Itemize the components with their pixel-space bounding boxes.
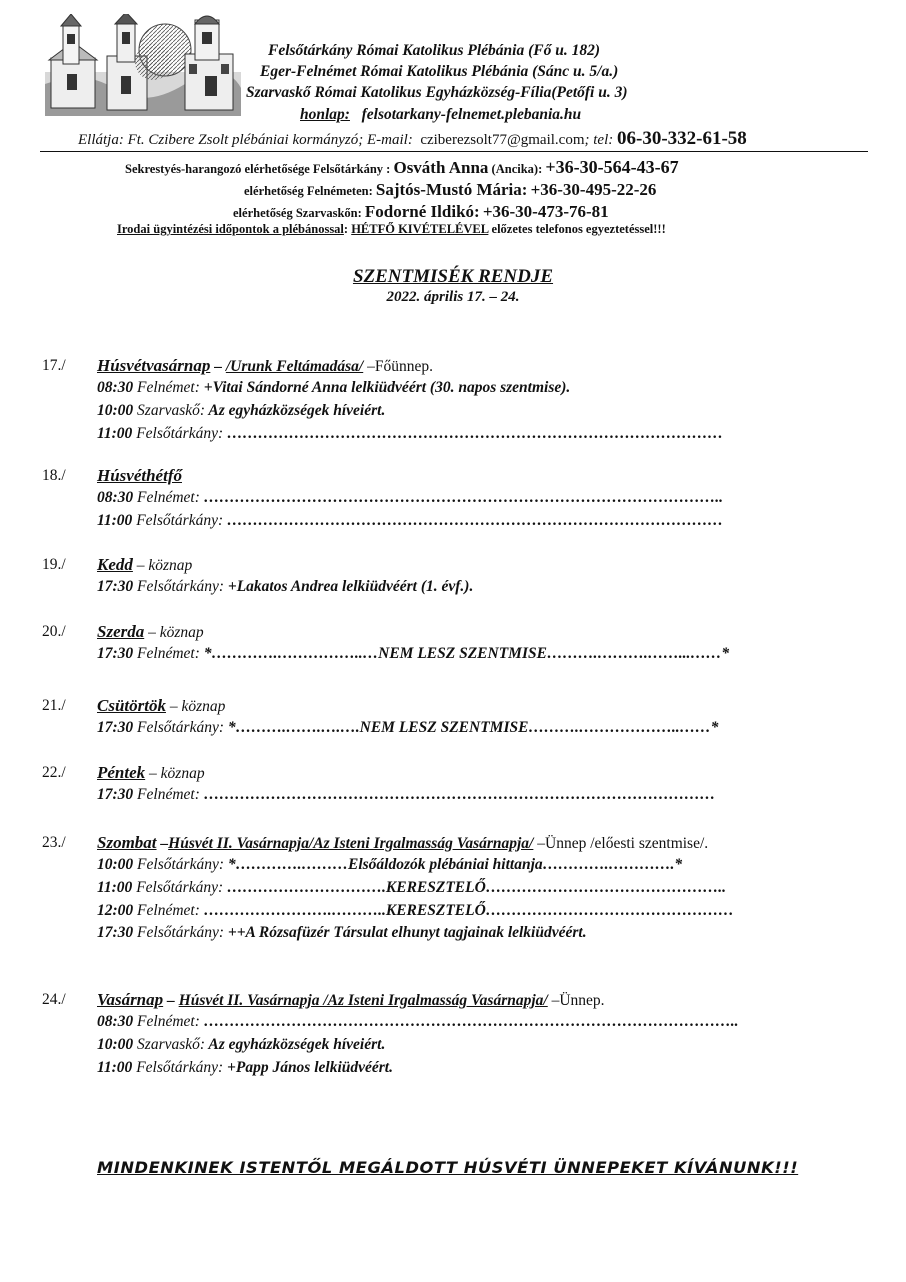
tel-label: ; tel: xyxy=(584,132,614,148)
church-logo-image xyxy=(45,14,241,116)
day-name: Szombat xyxy=(97,833,157,852)
homepage-link[interactable]: felsotarkany-felnemet.plebania.hu xyxy=(361,106,582,123)
feast-name: Húsvét II. Vasárnapja/Az Isteni Irgalmasság Vasárnapja/ xyxy=(168,835,534,852)
mass-entry xyxy=(97,645,729,663)
mass-time: 10:00 xyxy=(97,401,134,419)
mass-entry xyxy=(97,425,723,443)
day-heading xyxy=(97,466,182,486)
office-hours-exception: HÉTFŐ KIVÉTELÉVEL xyxy=(351,222,489,236)
mass-place: Felnémet: xyxy=(133,489,200,506)
day-number: 22./ xyxy=(42,764,66,781)
mass-time: 11:00 xyxy=(97,424,133,442)
feast-name: Húsvét II. Vasárnapja /Az Isteni Irgalmasság Vasárnapja/ xyxy=(178,992,548,1009)
mass-place: Felsőtárkány: xyxy=(133,924,224,942)
day-number: 24./ xyxy=(42,991,66,1008)
mass-place: Felnémet: xyxy=(133,901,200,919)
mass-entry xyxy=(97,402,385,420)
mass-place: Felsőtárkány: xyxy=(133,719,224,736)
mass-time: 08:30 xyxy=(97,489,134,506)
mass-entry xyxy=(97,879,726,897)
day-separator: – xyxy=(163,992,179,1009)
day-name: Kedd xyxy=(97,555,133,574)
mass-intention: …………………….………..KERESZTELŐ………………………………………… xyxy=(199,901,734,919)
feast-name: /Urunk Feltámadása/ xyxy=(225,358,364,375)
mass-entry xyxy=(97,489,723,507)
mass-place: Felsőtárkány: xyxy=(132,878,224,896)
sacristan-contact xyxy=(125,157,679,178)
day-heading xyxy=(97,990,605,1010)
feast-rank: –Ünnep. xyxy=(547,992,605,1009)
mass-time: 17:30 xyxy=(97,924,134,942)
mass-entry xyxy=(97,786,715,804)
day-name: Csütörtök xyxy=(97,696,166,715)
mass-time: 11:00 xyxy=(97,878,133,896)
office-hours-rest: előzetes telefonos egyeztetéssel!!! xyxy=(491,222,666,236)
closing-greeting: MINDENKINEK ISTENTŐL MEGÁLDOTT HÚSVÉTI ÜNNEPEKET KÍVÁNUNK!!! xyxy=(97,1158,799,1177)
mass-place: Felsőtárkány: xyxy=(133,856,224,873)
day-separator: – xyxy=(156,835,169,852)
felnemet-contact xyxy=(244,180,656,200)
felnemet-label: elérhetőség Felnémeten: xyxy=(244,184,373,198)
office-hours-colon: : xyxy=(343,222,349,236)
sacristan-label: Sekrestyés-harangozó elérhetősége Felsőtárkány : xyxy=(125,162,391,176)
day-name: Szerda xyxy=(97,622,145,641)
mass-intention: +Papp János lelkiüdvéért. xyxy=(223,1058,393,1076)
mass-time: 10:00 xyxy=(97,1035,134,1053)
day-name: Húsvéthétfő xyxy=(97,466,182,485)
mass-place: Felsőtárkány: xyxy=(133,578,224,595)
mass-intention: ……………………………………………………………………………………… xyxy=(199,786,716,803)
office-hours-notice xyxy=(117,222,666,237)
sacristan-name: Osváth Anna xyxy=(393,158,489,177)
mass-intention: ++A Rózsafüzér Társulat elhunyt tagjainak lelkiüdvéért. xyxy=(224,924,587,942)
mass-place: Felnémet: xyxy=(133,1013,200,1030)
feast-rank: –Ünnep /előesti szentmise/. xyxy=(533,835,709,852)
mass-place: Felsőtárkány: xyxy=(132,1058,224,1076)
feast-rank: – köznap xyxy=(132,557,193,574)
day-heading xyxy=(97,763,205,783)
day-number: 19./ xyxy=(42,556,66,573)
homepage-line xyxy=(300,106,581,124)
day-heading xyxy=(97,555,192,575)
main-phone: 06-30-332-61-58 xyxy=(617,128,747,149)
feast-rank: – köznap xyxy=(165,698,226,715)
mass-entry xyxy=(97,902,734,920)
mass-time: 17:30 xyxy=(97,578,134,595)
email-link[interactable]: cziberezsolt77@gmail.com xyxy=(420,132,585,148)
mass-entry xyxy=(97,1013,739,1031)
schedule-title: SZENTMISÉK RENDJE xyxy=(352,266,554,287)
homepage-label: honlap: xyxy=(300,106,350,123)
mass-time: 08:30 xyxy=(97,379,134,396)
header-line-1: Felsőtárkány Római Katolikus Plébánia (Fő u. 182) xyxy=(268,42,600,59)
day-heading xyxy=(97,696,225,716)
mass-intention: ………………………………………………………………………………………….. xyxy=(199,1013,739,1030)
mass-place: Szarvaskő: xyxy=(133,401,206,419)
mass-entry xyxy=(97,924,587,942)
mass-entry xyxy=(97,1059,393,1077)
szarvasko-contact xyxy=(233,202,609,222)
header-divider xyxy=(40,151,868,152)
mass-entry xyxy=(97,512,723,530)
mass-entry xyxy=(97,856,682,874)
mass-place: Felsőtárkány: xyxy=(132,424,224,442)
day-heading xyxy=(97,622,204,642)
day-heading xyxy=(97,356,433,376)
mass-entry xyxy=(97,379,570,397)
office-hours-label: Irodai ügyintézési időpontok a plébánossal xyxy=(117,222,344,236)
mass-place: Felnémet: xyxy=(133,786,200,803)
felnemet-phone: +36-30-495-22-26 xyxy=(530,180,657,199)
szarvasko-label: elérhetőség Szarvaskőn: xyxy=(233,206,362,220)
day-separator: – xyxy=(210,358,226,375)
mass-intention: ……………………………………………………………………………………….. xyxy=(199,489,723,506)
mass-time: 10:00 xyxy=(97,856,134,873)
day-number: 20./ xyxy=(42,623,66,640)
feast-rank: – köznap xyxy=(144,624,204,641)
mass-entry xyxy=(97,578,473,596)
day-number: 23./ xyxy=(42,834,66,851)
mass-time: 17:30 xyxy=(97,645,134,662)
mass-entry xyxy=(97,719,718,737)
day-number: 21./ xyxy=(42,697,66,714)
day-heading xyxy=(97,833,708,853)
mass-place: Felsőtárkány: xyxy=(132,511,224,529)
mass-intention: …………………………………………………………………………………… xyxy=(223,511,724,529)
mass-intention: Az egyházközségek híveiért. xyxy=(205,1035,386,1053)
mass-intention: *……….…….….….NEM LESZ SZENTMISE……….………………..……* xyxy=(224,719,719,736)
day-name: Húsvétvasárnap xyxy=(97,356,211,375)
mass-intention: …………………………………………………………………………………… xyxy=(223,424,724,442)
administrator-text: Ellátja: Ft. Czibere Zsolt plébániai kormányzó; E-mail: xyxy=(78,132,413,148)
mass-place: Felnémet: xyxy=(133,379,200,396)
felnemet-name: Sajtós-Mustó Mária: xyxy=(375,180,528,199)
day-number: 17./ xyxy=(42,357,66,374)
mass-time: 12:00 xyxy=(97,901,134,919)
mass-time: 08:30 xyxy=(97,1013,134,1030)
mass-intention: *………….………Elsőáldozók plébániai hittanja………….………….* xyxy=(224,856,683,873)
sacristan-nickname: (Ancika): xyxy=(491,162,543,176)
schedule-dates: 2022. április 17. – 24. xyxy=(386,289,520,305)
day-name: Péntek xyxy=(97,763,146,782)
feast-rank: –Főünnep. xyxy=(363,358,433,375)
mass-time: 17:30 xyxy=(97,719,134,736)
mass-intention: +Vitai Sándorné Anna lelkiüdvéért (30. napos szentmise). xyxy=(199,379,571,396)
mass-time: 11:00 xyxy=(97,1058,133,1076)
szarvasko-name: Fodorné Ildikó: xyxy=(364,202,480,221)
mass-time: 17:30 xyxy=(97,786,134,803)
mass-entry xyxy=(97,1036,385,1054)
day-name: Vasárnap xyxy=(97,990,164,1009)
mass-intention: Az egyházközségek híveiért. xyxy=(205,401,386,419)
mass-place: Felnémet: xyxy=(133,645,200,662)
szarvasko-phone: +36-30-473-76-81 xyxy=(482,202,609,221)
sacristan-phone: +36-30-564-43-67 xyxy=(545,157,679,177)
administrator-line xyxy=(78,128,747,150)
mass-intention: *………….……………..…NEM LESZ SZENTMISE……….……….……...……* xyxy=(199,645,730,662)
mass-intention: ………………………….KERESZTELŐ……………………………………….. xyxy=(223,878,727,896)
mass-time: 11:00 xyxy=(97,511,133,529)
day-number: 18./ xyxy=(42,467,66,484)
mass-intention: +Lakatos Andrea lelkiüdvéért (1. évf.). xyxy=(224,578,474,595)
header-line-3: Szarvaskő Római Katolikus Egyházközség-Fília(Petőfi u. 3) xyxy=(246,84,628,101)
feast-rank: – köznap xyxy=(145,765,205,782)
header-line-2: Eger-Felnémet Római Katolikus Plébánia (Sánc u. 5/a.) xyxy=(260,63,619,80)
mass-place: Szarvaskő: xyxy=(133,1035,206,1053)
